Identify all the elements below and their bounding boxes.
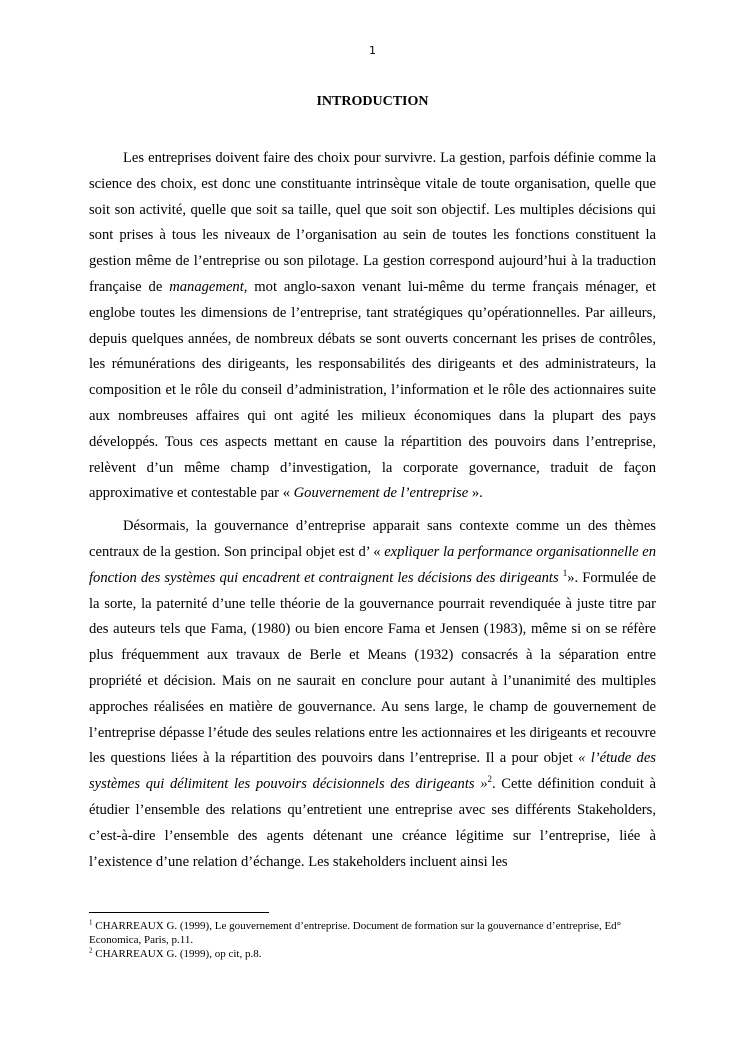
- paragraph-2-text-a: Désormais, la gouvernance d’entreprise apparait sans contexte comme un des thèmes centraux de la gestion. Son principal objet est d’ «: [89, 518, 656, 560]
- page-number: 1: [369, 44, 376, 57]
- paragraph-1-text-b: , mot anglo-saxon venant lui-même du terme français ménager, et englobe toutes les dimensions de l’entreprise, tant stratégiques qu’opérationnelles. Par ailleurs, depuis quelques années, de nombreux débats se sont ouverts concernant les prises de contrôles, les rémunérations des dirigeants, les responsabilités des dirigeants et des administrateurs, la composition et le rôle du conseil d’administration, l’information et le rôle des actionnaires suite aux nombreuses affaires qui ont agité les milieux économiques dans la plupart des pays développés. Tous ces aspects mettant en cause la répartition des pouvoirs dans l’entreprise, relèvent d’un même champ d’investigation, la corporate governance, traduit de façon approximative et contestable par «: [89, 278, 657, 502]
- quote-definition-2: « l’étude des systèmes qui délimitent les pouvoirs décisionnels des dirigeants »: [89, 750, 656, 793]
- footnote-separator: [89, 912, 269, 913]
- footnote-number: 1: [89, 918, 93, 927]
- footnote-text: CHARREAUX G. (1999), op cit, p.8.: [92, 948, 262, 960]
- paragraph-2-text-c: . Cette définition conduit à étudier l’ensemble des relations qu’entretient une entreprise avec ses différents Stakeholders, c’est-à-dire l’ensemble des agents détenant une créance légitime sur l’entreprise, liée à l’existence d’une relation d’échange. Les stakeholders incluent ainsi les: [89, 776, 656, 870]
- paragraph-1: [89, 146, 656, 507]
- body-text: [89, 146, 656, 875]
- footnote-2: [89, 947, 656, 961]
- footnote-1: [89, 919, 656, 947]
- footnotes: [89, 919, 656, 961]
- footnote-ref-1[interactable]: 1: [562, 567, 568, 578]
- italic-term-gouvernement: Gouvernement de l’entreprise: [293, 485, 469, 502]
- paragraph-2-text-b: ». Formulée de la sorte, la paternité d’une telle théorie de la gouvernance pourrait revendiquée à juste titre par des auteurs tels que Fama, (1980) ou bien encore Fama et Jensen (1983), même si on se réfère plus fréquemment aux travaux de Berle et Means (1932) consacrés à la séparation entre propriété et décision. Mais on ne saurait en conclure pour autant à l’unanimité des multiples approches réalisées en matière de gouvernance. Au sens large, le champ de gouvernement de l’entreprise dépasse l’étude des seules relations entre les actionnaires et les dirigeants et recouvre les questions liées à la répartition des pouvoirs dans l’entreprise. Il a pour objet: [89, 569, 656, 767]
- footnote-number: 2: [89, 946, 93, 955]
- footnote-ref-2[interactable]: 2: [487, 774, 493, 785]
- page-title: INTRODUCTION: [316, 94, 429, 109]
- paragraph-1-text-c: ».: [468, 485, 483, 502]
- quote-definition-1: expliquer la performance organisationnelle en fonction des systèmes qui encadrent et contraignent les décisions des dirigeants: [89, 543, 657, 586]
- footnote-text: CHARREAUX G. (1999), Le gouvernement d’entreprise. Document de formation sur la gouvernance d’entreprise, Ed° Economica, Paris, p.11.: [89, 920, 622, 946]
- paragraph-2: [89, 514, 656, 875]
- italic-term-management: management: [169, 278, 244, 295]
- paragraph-1-text-a: Les entreprises doivent faire des choix pour survivre. La gestion, parfois définie comme la science des choix, est donc une constituante intrinsèque vitale de toute organisation, quelle que soit son activité, quelle que soit sa taille, quel que soit son objectif. Les multiples décisions qui sont prises à tous les niveaux de l’organisation au sein de toutes les fonctions constituent la gestion même de l’entreprise ou son pilotage. La gestion correspond aujourd’hui à la traduction française de: [89, 150, 656, 295]
